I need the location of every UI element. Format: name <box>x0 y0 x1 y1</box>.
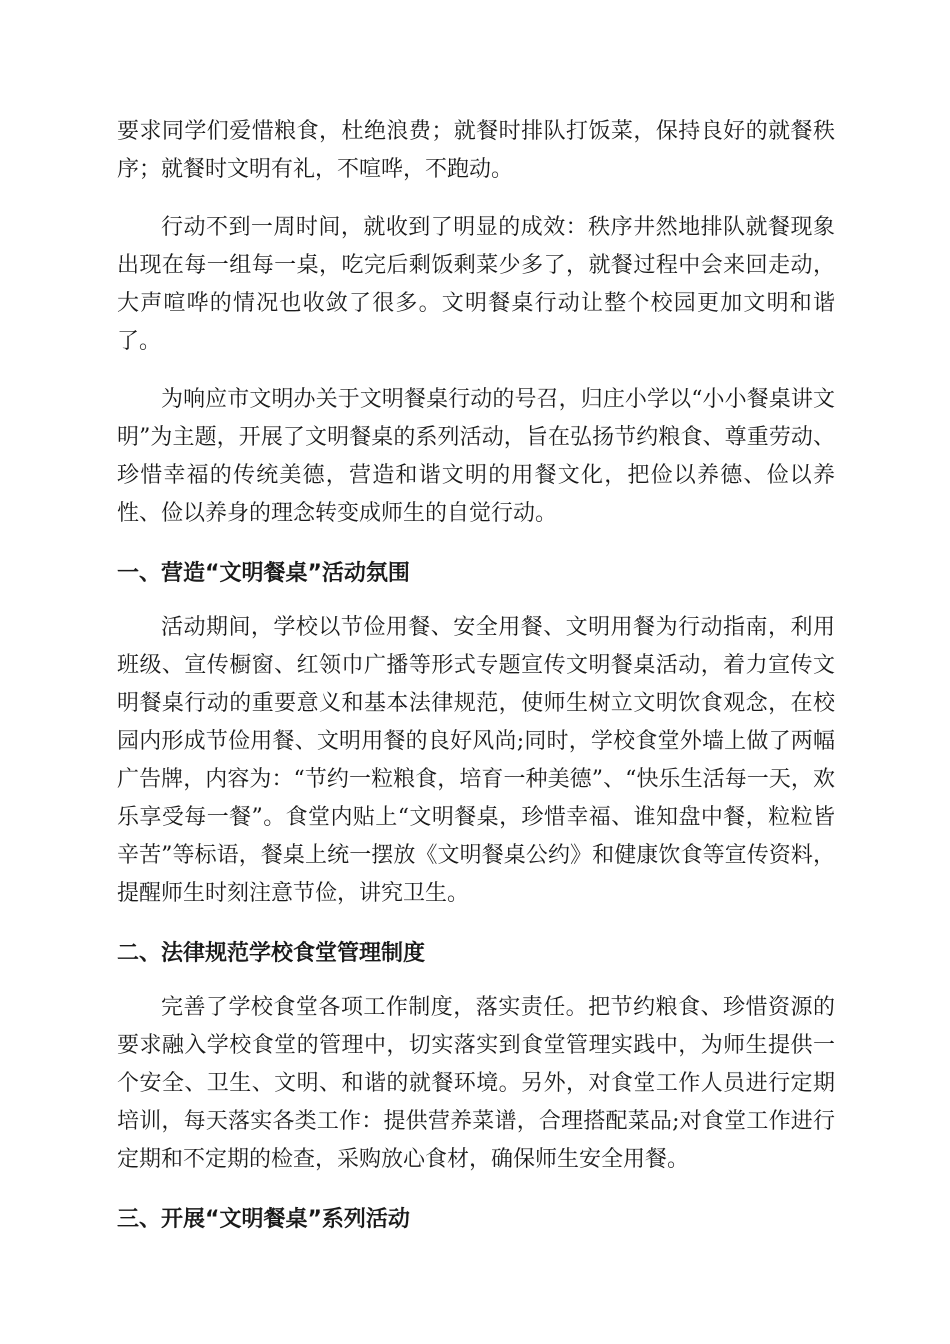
section-body-canteen-management: 完善了学校食堂各项工作制度，落实责任。把节约粮食、珍惜资源的要求融入学校食堂的管理中，切实落实到食堂管理实践中，为师生提供一个安全、卫生、文明、和谐的就餐环境。另外，对食堂工作人员进行定期培训，每天落实各类工作：提供营养菜谱，合理搭配菜品;对食堂工作进行定期和不定期的检查，采购放心食材，确保师生安全用餐。 <box>117 995 835 1172</box>
section-heading-atmosphere: 一、营造“文明餐桌”活动氛围 <box>117 561 410 586</box>
document-body <box>117 113 835 1239</box>
paragraph-results: 行动不到一周时间，就收到了明显的成效：秩序井然地排队就餐现象出现在每一组每一桌，吃完后剩饭剩菜少多了，就餐过程中会来回走动，大声喧哗的情况也收敛了很多。文明餐桌行动让整个校园更加文明和谐了。 <box>117 215 835 354</box>
section-heading-activities: 三、开展“文明餐桌”系列活动 <box>117 1207 410 1232</box>
paragraph-rules: 要求同学们爱惜粮食，杜绝浪费；就餐时排队打饭菜，保持良好的就餐秩序；就餐时文明有礼，不喧哗，不跑动。 <box>117 119 835 182</box>
section-body-atmosphere: 活动期间，学校以节俭用餐、安全用餐、文明用餐为行动指南，利用班级、宣传橱窗、红领巾广播等形式专题宣传文明餐桌活动，着力宣传文明餐桌行动的重要意义和基本法律规范，使师生树立文明饮食观念，在校园内形成节俭用餐、文明用餐的良好风尚;同时，学校食堂外墙上做了两幅广告牌，内容为：“节约一粒粮食，培育一种美德”、“快乐生活每一天，欢乐享受每一餐”。食堂内贴上“文明餐桌，珍惜幸福、谁知盘中餐，粒粒皆辛苦”等标语，餐桌上统一摆放《文明餐桌公约》和健康饮食等宣传资料，提醒师生时刻注意节俭，讲究卫生。 <box>117 615 835 906</box>
paragraph-introduction: 为响应市文明办关于文明餐桌行动的号召，归庄小学以“小小餐桌讲文明”为主题，开展了文明餐桌的系列活动，旨在弘扬节约粮食、尊重劳动、珍惜幸福的传统美德，营造和谐文明的用餐文化，把俭以养德、俭以养性、俭以养身的理念转变成师生的自觉行动。 <box>117 387 835 526</box>
section-heading-canteen-management: 二、法律规范学校食堂管理制度 <box>117 941 426 966</box>
